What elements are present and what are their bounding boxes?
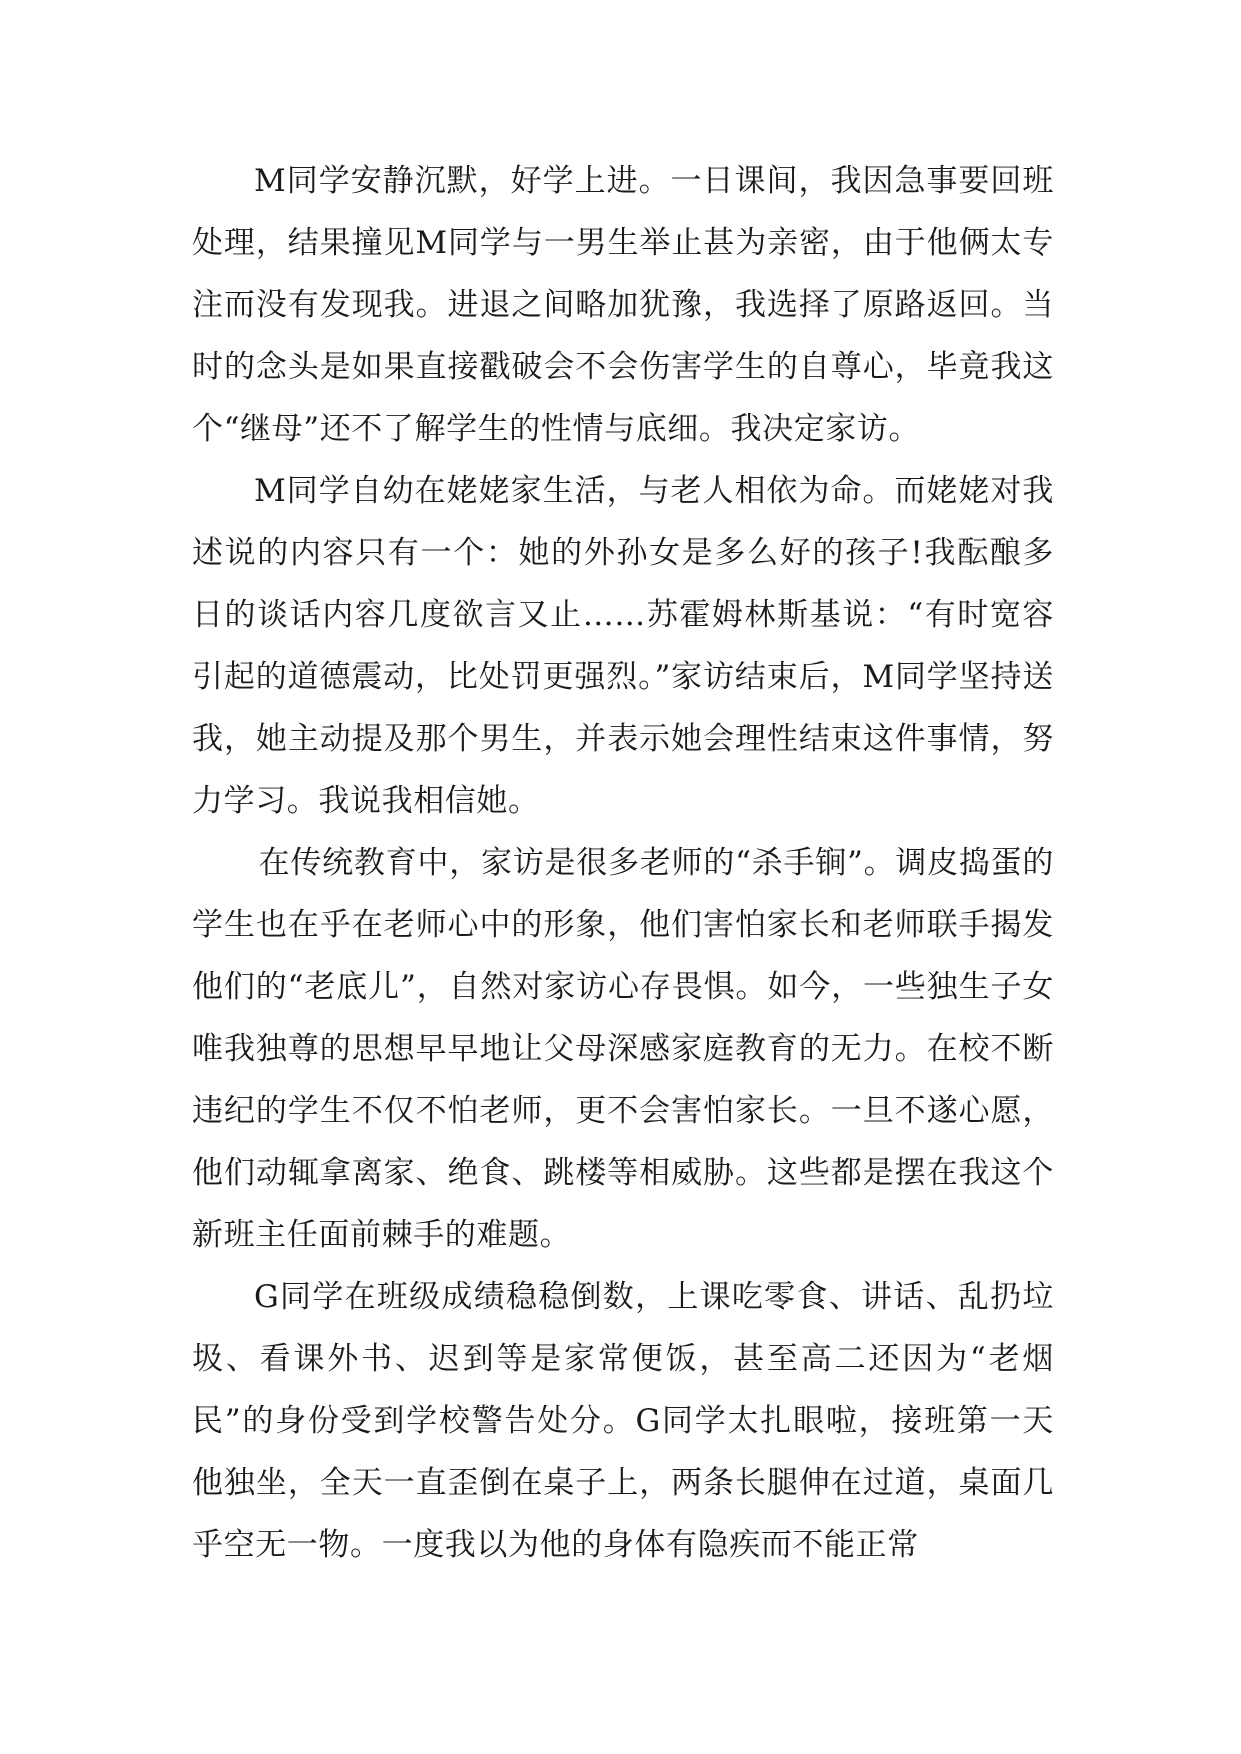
paragraph-4: G同学在班级成绩稳稳倒数，上课吃零食、讲话、乱扔垃圾、看课外书、迟到等是家常便饭，甚至高二还因为“老烟民”的身份受到学校警告处分。G同学太扎眼啦，接班第一天他独坐，全天一直歪倒在桌子上，两条长腿伸在过道，桌面几乎空无一物。一度我以为他的身体有隐疾而不能正常 [192,1279,1054,1563]
paragraph-3: 在传统教育中，家访是很多老师的“杀手锏”。调皮捣蛋的学生也在乎在老师心中的形象，他们害怕家长和老师联手揭发他们的“老底儿”，自然对家访心存畏惧。如今，一些独生子女唯我独尊的思想早早地让父母深感家庭教育的无力。在校不断违纪的学生不仅不怕老师，更不会害怕家长。一旦不遂心愿，他们动辄拿离家、绝食、跳楼等相威胁。这些都是摆在我这个新班主任面前棘手的难题。 [192,845,1054,1253]
paragraph-1: M同学安静沉默，好学上进。一日课间，我因急事要回班处理，结果撞见M同学与一男生举止甚为亲密，由于他俩太专注而没有发现我。进退之间略加犹豫，我选择了原路返回。当时的念头是如果直接戳破会不会伤害学生的自尊心，毕竟我这个“继母”还不了解学生的性情与底细。我决定家访。 [192,163,1054,447]
paragraph-2: M同学自幼在姥姥家生活，与老人相依为命。而姥姥对我述说的内容只有一个：她的外孙女是多么好的孩子!我酝酿多日的谈话内容几度欲言又止……苏霍姆林斯基说：“有时宽容引起的道德震动，比处罚更强烈。”家访结束后，M同学坚持送我，她主动提及那个男生，并表示她会理性结束这件事情，努力学习。我说我相信她。 [192,473,1054,819]
body-text [192,150,1054,1576]
